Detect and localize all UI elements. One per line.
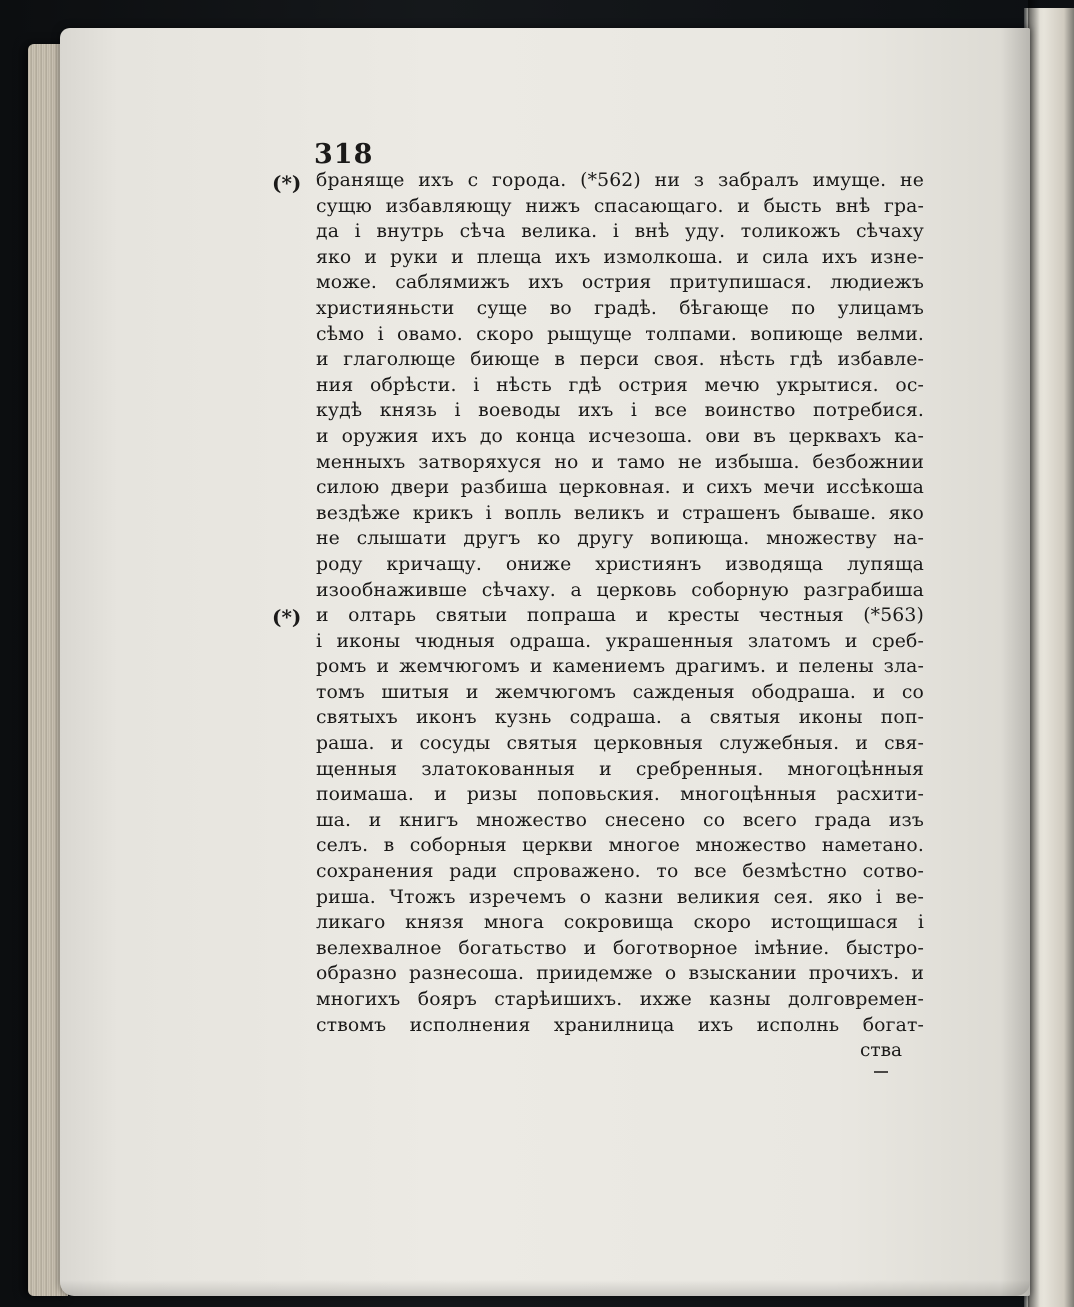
text-line: селъ. в соборныя церкви многое множество наметано. (316, 835, 924, 857)
text-line: ликаго князя многа сокровища скоро истощишася і (316, 912, 924, 934)
text-line: менныхъ затворяхуся но и тамо не избыша. безбожнии (316, 451, 924, 473)
text-line: ша. и книгъ множество снесено со всего града изъ (316, 809, 924, 831)
text-line: бранящe ихъ с города. (*562) ни з забралъ имущe. не (316, 170, 924, 191)
catchword: ства (860, 1040, 903, 1061)
margin-note-mark: (*) (272, 605, 302, 629)
text-line: може. саблямижъ ихъ острия притупишася. людиежъ (316, 272, 924, 294)
text-line: да і внутрь сѣча велика. і внѣ уду. толикожъ сѣчаху (316, 221, 924, 243)
text-line: и оружия ихъ до конца исчезоша. ови въ церквахъ ка- (316, 425, 924, 447)
text-line: велехвалное богатьство и боготворное імѣние. быстро- (316, 937, 924, 959)
text-line: силою двери разбиша церковная. и сихъ мечи иссѣкоша (316, 477, 924, 499)
text-line: поимаша. и ризы поповьския. многоцѣнныя расхити- (316, 784, 924, 806)
text-line: кудѣ князь і воеводы ихъ і все воинство потребися. (316, 400, 924, 422)
text-line: ствомъ исполнения хранилница ихъ исполнь богат- (316, 1014, 924, 1036)
text-line: сущю избавляющу нижъ спасающаго. и бысть внѣ гра- (316, 195, 924, 217)
text-line: раша. и сосуды святыя церковныя служебныя. и свя- (316, 733, 924, 755)
text-line: щенныя златокованныя и сребренныя. многоцѣнныя (316, 758, 924, 780)
text-line: яко и руки и плеща ихъ измолкоша. и сила ихъ изне- (316, 246, 924, 268)
text-line: роду кричащу. ониже християнъ изводяща лупяща (316, 553, 924, 575)
text-line: християньсти суще во градѣ. бѣгающе по улицамъ (316, 297, 924, 319)
text-line: ния обрѣсти. і нѣсть гдѣ острия мечю укрытися. ос- (316, 374, 924, 396)
text-line: риша. Чтожъ изречемъ о казни великия сея. яко і ве- (316, 886, 924, 908)
text-line: сохранения ради спроважено. то все безмѣстно сотво- (316, 861, 924, 883)
text-line: образно разнесоша. приидемже о взыскании прочихъ. и (316, 963, 924, 985)
text-line: ромъ и жемчюгомъ и камениемъ драгимъ. и пелены зла- (316, 656, 924, 678)
text-line: томъ шитыя и жемчюгомъ сажденыя ободраша. и со (316, 681, 924, 703)
page-number: 318 (314, 139, 374, 170)
text-line: сѣмо і овамо. скоро рыщуще толпами. вопиюще велми. (316, 323, 924, 345)
margin-note-mark: (*) (272, 171, 302, 195)
text-line: і иконы чюдныя одраша. украшенныя златомъ и среб- (316, 630, 924, 652)
page-text-block (316, 168, 924, 1038)
text-line: многихъ бояръ старѣишихъ. ихже казны долговремен- (316, 989, 924, 1010)
text-line: святыхъ иконъ кузнь содраша. а святыя иконы поп- (316, 707, 924, 729)
text-line: не слышати другъ ко другу вопиюща. множеству на- (316, 528, 924, 550)
text-line: и олтарь святыи попраша и кресты честныя (*563) (316, 605, 924, 627)
text-line: и глаголюще биюще в перси своя. нѣсть гдѣ избавле- (316, 349, 924, 371)
text-line: вездѣже крикъ і вопль великъ и страшенъ бываше. яко (316, 502, 924, 524)
text-line: изообнажившe сѣчаху. а церковь соборную разграбиша (316, 579, 924, 601)
catchword-rule (874, 1071, 888, 1073)
page-bottom-shadow (60, 1280, 1030, 1296)
